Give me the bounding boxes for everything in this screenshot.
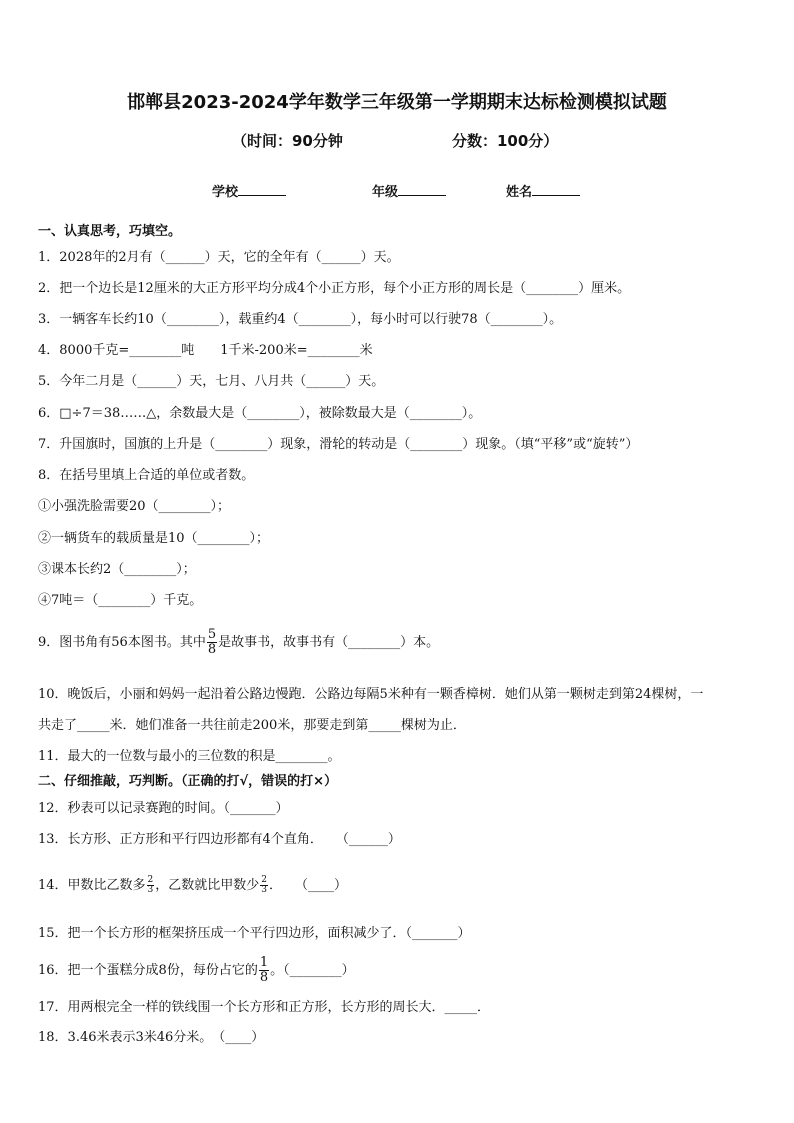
question-16 [38,956,355,985]
question-16-suffix: 。（________） [270,963,355,978]
fraction-denominator: 3 [147,885,154,895]
question-5: 5．今年二月是（______）天，七月、八月共（______）天。 [38,374,385,389]
question-8-a: ①小强洗脸需要20（________）； [38,499,231,514]
question-8-d: ④7吨＝（________）千克。 [38,593,203,608]
fraction-2-3 [147,876,155,895]
question-9-suffix: 是故事书，故事书有（________）本。 [218,635,440,650]
question-7: 7．升国旗时，国旗的上升是（________）现象，滑轮的转动是（________）现象。（填“平移”或“旋转”） [38,437,639,452]
fraction-5-8 [207,628,217,657]
grade-blank [398,183,446,196]
question-14-middle: ，乙数就比甲数少 [155,878,260,893]
exam-score: 分数：100分） [452,132,559,150]
question-18: 18．3.46米表示3米46分米。 （____） [38,1030,265,1045]
grade-field [372,181,446,200]
fraction-numerator: 2 [261,875,268,885]
question-2: 2．把一个边长是12厘米的大正方形平均分成4个小正方形，每个小正方形的周长是（________）厘米。 [38,281,631,296]
question-3: 3．一辆客车长约10（________），载重约4（________），每小时可以行驶78（________）。 [38,312,563,327]
question-10-line-1: 10．晚饭后，小丽和妈妈一起沿着公路边慢跑．公路边每隔5米种有一颗香樟树．她们从第一颗树走到第24棵树，一 [38,687,704,702]
fraction-denominator: 3 [261,885,268,895]
name-blank [532,183,580,196]
fraction-denominator: 8 [207,642,217,657]
name-field [506,181,580,200]
exam-time: （时间：90分钟 [232,132,343,150]
question-4: 4．8000千克=________吨 1千米-200米=________米 [38,343,373,358]
question-17: 17．用两根完全一样的铁线围一个长方形和正方形，长方形的周长大．_____． [38,1000,491,1015]
grade-label: 年级 [372,185,399,200]
question-9 [38,628,439,657]
section-1-title: 一、认真思考，巧填空。 [38,224,182,239]
fraction-2-3-second [260,876,268,895]
school-field [212,181,286,200]
question-1: 1．2028年的2月有（______）天，它的全年有（______）天。 [38,250,400,265]
question-15: 15．把一个长方形的框架挤压成一个平行四边形，面积减少了．（_______） [38,926,471,941]
school-blank [238,183,286,196]
question-12: 12．秒表可以记录赛跑的时间。（_______） [38,801,289,816]
question-14-prefix: 14．甲数比乙数多 [38,878,146,893]
question-10-line-2: 共走了_____米．她们准备一共往前走200米，那要走到第_____棵树为止． [38,718,466,733]
question-14 [38,876,347,895]
exam-title: 邯郸县2023-2024学年数学三年级第一学期期末达标检测模拟试题 [127,92,667,113]
section-2-title: 二、仔细推敲，巧判断。（正确的打√，错误的打×） [38,774,338,789]
question-13: 13．长方形、正方形和平行四边形都有4个直角． （______） [38,832,401,847]
question-8: 8．在括号里填上合适的单位或者数。 [38,468,255,483]
fraction-numerator: 1 [259,955,269,970]
fraction-numerator: 2 [147,875,154,885]
question-9-prefix: 9．图书角有56本图书。其中 [38,635,206,650]
question-6: 6．□÷7＝38……△，余数最大是（________），被除数最大是（________）。 [38,406,482,421]
school-label: 学校 [212,185,239,200]
question-8-b: ②一辆货车的载质量是10（________）； [38,531,270,546]
fraction-numerator: 5 [207,627,217,642]
fraction-1-8 [259,956,269,985]
name-label: 姓名 [506,185,533,200]
question-8-c: ③课本长约2（________）； [38,562,196,577]
fraction-denominator: 8 [259,970,269,985]
question-11: 11．最大的一位数与最小的三位数的积是________。 [38,749,341,764]
question-14-suffix: ． （____） [269,878,348,893]
question-16-prefix: 16．把一个蛋糕分成8份，每份占它的 [38,963,258,978]
